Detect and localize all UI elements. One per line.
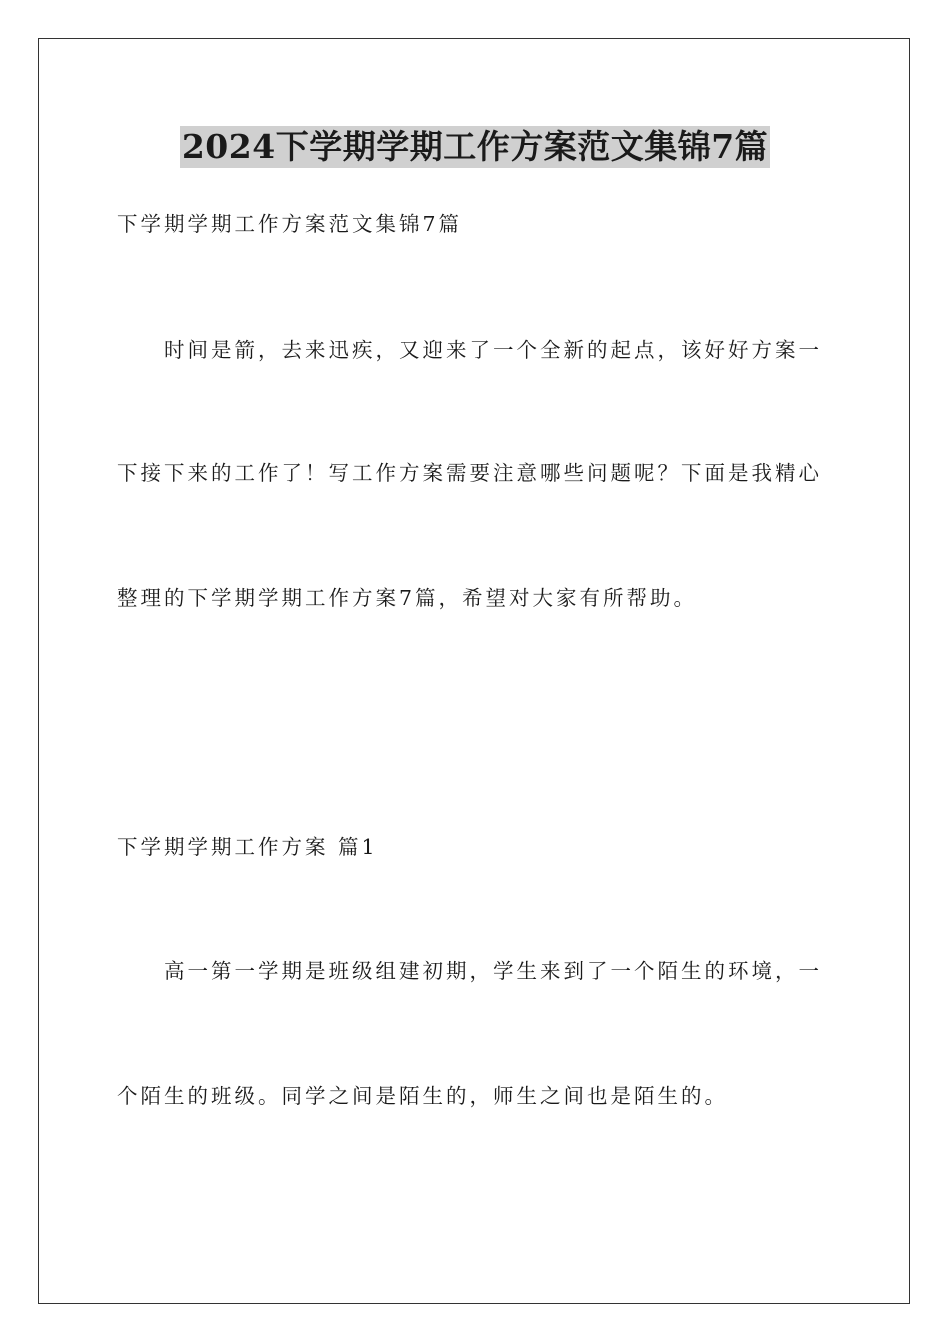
intro-line-1: 时间是箭，去来迅疾，又迎来了一个全新的起点，该好好方案一 bbox=[164, 338, 822, 362]
section-line-2: 个陌生的班级。同学之间是陌生的，师生之间也是陌生的。 bbox=[117, 1084, 728, 1108]
section-heading: 下学期学期工作方案 篇1 bbox=[117, 835, 378, 859]
title-container bbox=[0, 126, 950, 168]
intro-line-3: 整理的下学期学期工作方案7篇，希望对大家有所帮助。 bbox=[117, 586, 698, 610]
document-title: 2024下学期学期工作方案范文集锦7篇 bbox=[181, 127, 769, 166]
document-subtitle: 下学期学期工作方案范文集锦7篇 bbox=[117, 212, 463, 236]
section-line-1: 高一第一学期是班级组建初期，学生来到了一个陌生的环境，一 bbox=[164, 959, 822, 983]
intro-line-2: 下接下来的工作了！写工作方案需要注意哪些问题呢？下面是我精心 bbox=[117, 461, 822, 485]
